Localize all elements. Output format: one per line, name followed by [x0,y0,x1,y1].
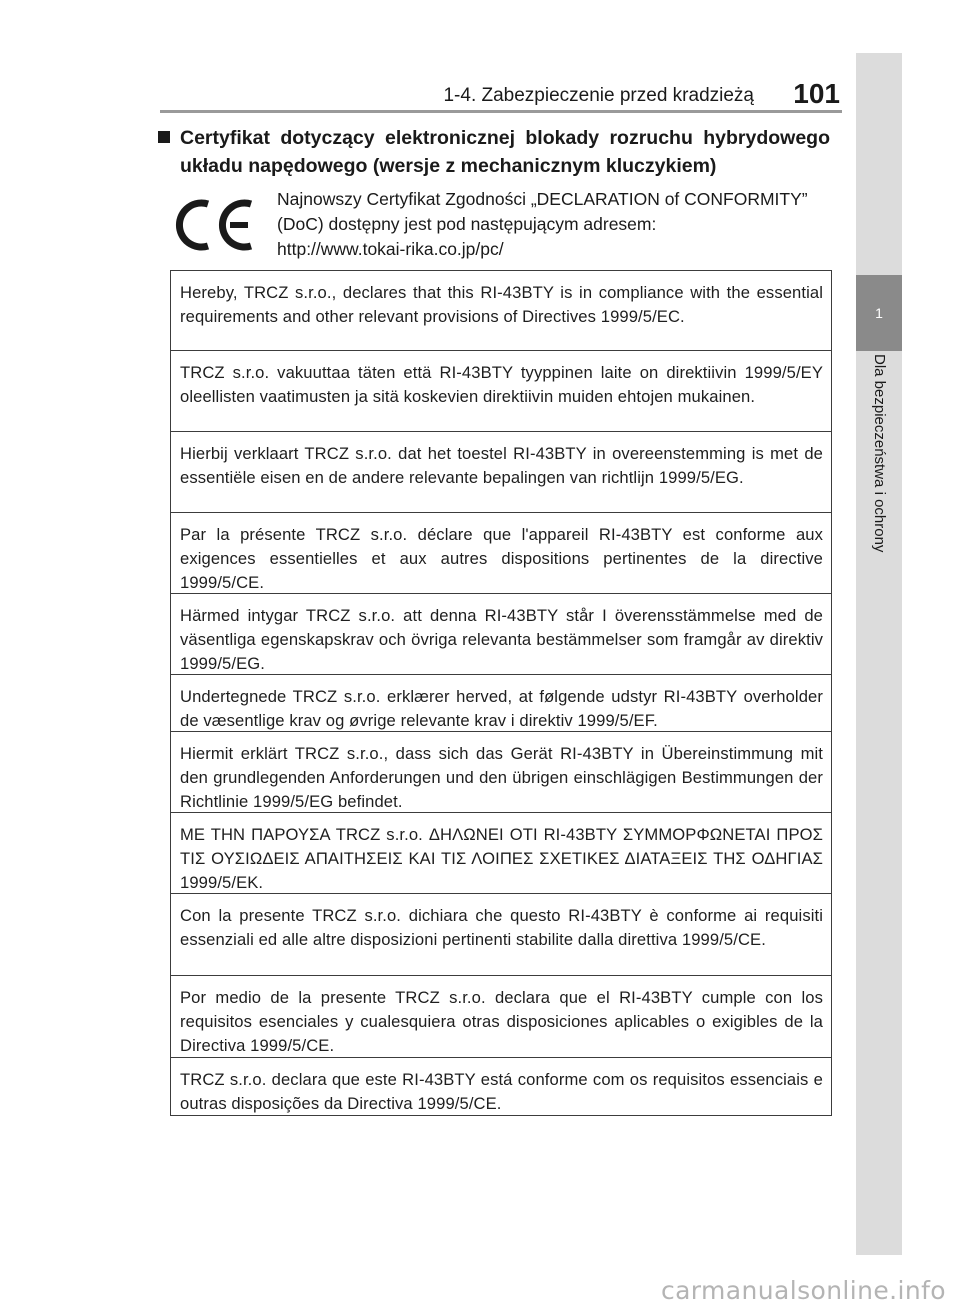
declaration-text: ΜΕ ΤΗΝ ΠΑΡΟΥΣΑ TRCZ s.r.o. ΔΗΛΩΝΕΙ ΟΤΙ RI-43BTY ΣΥΜΜΟΡΦΩΝΕΤΑΙ ΠΡΟΣ ΤΙΣ ΟΥΣΙΩΔΕΙΣ ΑΠΑΙΤΗΣΕΙΣ ΚΑΙ ΤΙΣ ΛΟΙΠΕΣ ΣΧΕΤΙΚΕΣ ΔΙΑΤΑΞΕΙΣ ΤΗΣ ΟΔΗΓΙΑΣ 1999/5/ΕΚ. [180,825,823,892]
declaration-text: Hereby, TRCZ s.r.o., declares that this RI-43BTY is in compliance with the essential requirements and other relevant provisions of Directives 1999/5/EC. [180,283,823,326]
declaration-text: Hiermit erklärt TRCZ s.r.o., dass sich das Gerät RI-43BTY in Übereinstimmung mit den grundlegenden Anforderungen und den übrigen einschlägigen Bestimmungen der Richtlinie 1999/5/EG befindet. [180,744,823,811]
declaration-text: Par la présente TRCZ s.r.o. déclare que l'appareil RI-43BTY est conforme aux exigences essentielles et aux autres dispositions pertinentes de la directive 1999/5/CE. [180,525,823,592]
declaration-text: TRCZ s.r.o. declara que este RI-43BTY está conforme com os requisitos essenciais e outras disposições da Directiva 1999/5/CE. [180,1070,823,1113]
declaration-row-en [171,271,831,351]
declaration-row-es [171,976,831,1058]
declaration-text: TRCZ s.r.o. vakuuttaa täten että RI-43BTY tyyppinen laite on direktiivin 1999/5/EY oleellisten vaatimusten ja sitä koskevien direktiivin muiden ehtojen mukainen. [180,363,823,406]
declaration-text: Undertegnede TRCZ s.r.o. erklærer herved, at følgende udstyr RI-43BTY overholder de væsentlige krav og øvrige relevante krav i direktiv 1999/5/EF. [180,687,823,730]
declaration-text: Härmed intygar TRCZ s.r.o. att denna RI-43BTY står I överensstämmelse med de väsentliga egenskapskrav och övriga relevanta bestämmelser som framgår av direktiv 1999/5/EG. [180,606,823,673]
header-section-title: 1-4. Zabezpieczenie przed kradzieżą [443,85,754,106]
declaration-text: Con la presente TRCZ s.r.o. dichiara che questo RI-43BTY è conforme ai requisiti essenziali ed alle altre disposizioni pertinenti stabilite dalla direttiva 1999/5/CE. [180,906,823,949]
declaration-row-fi [171,351,831,432]
declaration-row-it [171,894,831,976]
section-title [158,124,830,180]
declaration-row-de [171,732,831,813]
declarations-table [170,270,832,1116]
watermark: carmanualsonline.info [660,1276,946,1305]
side-tab-label: Dla bezpieczeństwa i ochrony [871,354,888,553]
conformity-url[interactable]: http://www.tokai-rika.co.jp/pc/ [277,239,504,259]
ce-mark-icon [175,195,255,255]
side-tab [856,53,902,1255]
declaration-row-nl [171,432,831,513]
side-tab-number: 1 [856,275,902,351]
section-title-line2: układu napędowego (wersje z mechanicznym kluczykiem) [180,155,717,177]
conformity-line2: (DoC) dostępny jest pod następującym adresem: [277,214,657,234]
declaration-row-sv [171,594,831,675]
declaration-text: Hierbij verklaart TRCZ s.r.o. dat het toestel RI-43BTY in overeenstemming is met de essentiële eisen en de andere relevante bepalingen van richtlijn 1999/5/EG. [180,444,823,487]
declaration-row-fr [171,513,831,594]
declaration-row-el [171,813,831,894]
conformity-line1: Najnowszy Certyfikat Zgodności „DECLARATION of CONFORMITY” [277,189,808,209]
page-number: 101 [793,78,840,109]
declaration-row-pt [171,1058,831,1115]
square-bullet-icon [158,131,170,143]
conformity-info [277,187,833,262]
declaration-row-da [171,675,831,732]
declaration-text: Por medio de la presente TRCZ s.r.o. declara que el RI-43BTY cumple con los requisitos esenciales y cualesquiera otras disposiciones aplicables o exigibles de la Directiva 1999/5/CE. [180,988,823,1055]
page-header [160,76,842,113]
section-title-line1: Certyfikat dotyczący elektronicznej blokady rozruchu hybrydowego [158,124,830,152]
